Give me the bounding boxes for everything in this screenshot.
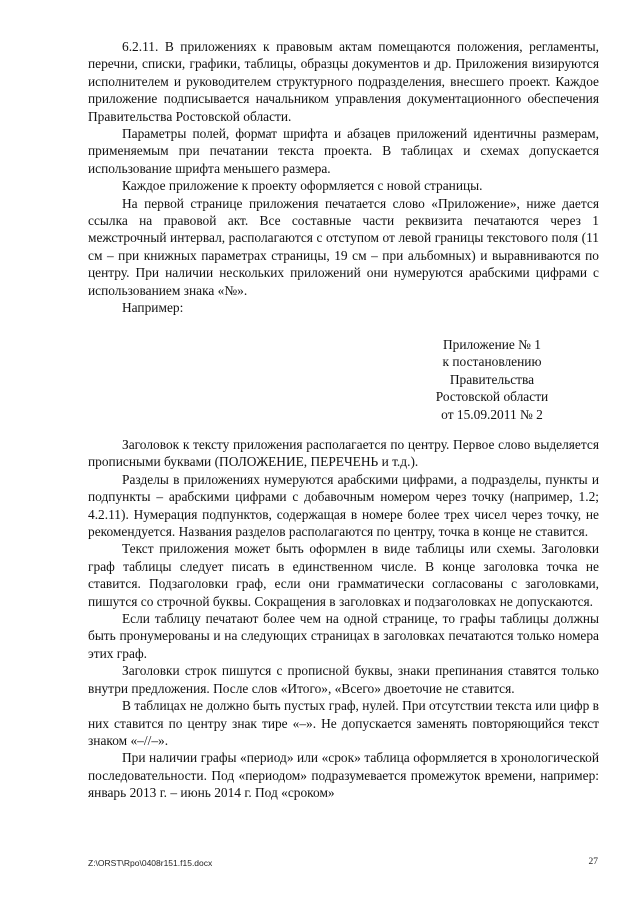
attachment-line: Правительства xyxy=(449,371,535,387)
paragraph: Если таблицу печатают более чем на одной странице, то графы таблицы должны быть пронумерованы и на следующих страницах в заголовках печатаются только номера этих граф. xyxy=(88,611,599,661)
paragraph: 6.2.11. В приложениях к правовым актам помещаются положения, регламенты, перечни, списки, графики, таблицы, образцы документов и др. Приложения визируются исполнителем и руководителем структурного подразделения, внесшего проект. Каждое приложение подписывается начальником управления документационного обеспечения Правительства Ростовской области. xyxy=(88,39,599,124)
footer-file-path: Z:\ORST\Rpo\0408r151.f15.docx xyxy=(88,858,213,868)
paragraph: Заголовки строк пишутся с прописной буквы, знаки препинания ставятся только внутри предложения. После слов «Итого», «Всего» двоеточие не ставится. xyxy=(88,663,599,696)
paragraph: Текст приложения может быть оформлен в виде таблицы или схемы. Заголовки граф таблицы следует писать в единственном числе. В конце заголовка точка не ставится. Подзаголовки граф, если они грамматически согласованы с заголовками, пишутся со строчной буквы. Сокращения в заголовках и подзаголовках не допускаются. xyxy=(88,541,599,609)
paragraph: Параметры полей, формат шрифта и абзацев приложений идентичны размерам, применяемым при печатании текста проекта. В таблицах и схемах допускается использование шрифта меньшего размера. xyxy=(88,126,599,176)
attachment-line: от 15.09.2011 № 2 xyxy=(441,406,543,422)
page-number: 27 xyxy=(588,857,598,867)
paragraph: В таблицах не должно быть пустых граф, нулей. При отсутствии текста или цифр в них ставится по центру знак тире «–». Не допускается заменять повторяющийся текст знаком «–//–». xyxy=(88,698,599,748)
paragraph: На первой странице приложения печатается слово «Приложение», ниже дается ссылка на правовой акт. Все составные части реквизита печатаются через 1 межстрочный интервал, располагаются с отступом от левой границы текстового поля (11 см – при книжных параметрах страницы, 19 см – при альбомных) и выравниваются по центру. При наличии нескольких приложений они нумеруются арабскими цифрами с использованием знака «№». xyxy=(88,195,599,298)
paragraph: Заголовок к тексту приложения располагается по центру. Первое слово выделяется прописными буквами (ПОЛОЖЕНИЕ, ПЕРЕЧЕНЬ и т.д.). xyxy=(88,437,599,470)
document-body-bottom xyxy=(88,436,599,802)
paragraph: Каждое приложение к проекту оформляется с новой страницы. xyxy=(122,178,483,194)
paragraph: При наличии графы «период» или «срок» таблица оформляется в хронологической последовательности. Под «периодом» подразумевается промежуток времени, например: январь 2013 г. – июнь 2014 г. Под «сроком» xyxy=(88,750,599,801)
example-label: Например: xyxy=(122,300,184,316)
document-body-top xyxy=(88,38,599,317)
attachment-example-block xyxy=(402,336,582,423)
attachment-line: Ростовской области xyxy=(435,389,549,405)
attachment-line: Приложение № 1 xyxy=(442,337,542,352)
paragraph: Разделы в приложениях нумеруются арабскими цифрами, а подразделы, пункты и подпункты – арабскими цифрами с добавочным номером через точку (например, 1.2; 4.2.11). Нумерация подпунктов, содержащая в номере более трех чисел через точку, не рекомендуется. Названия разделов располагаются по центру, точка в конце не ставится. xyxy=(88,471,599,540)
attachment-line: к постановлению xyxy=(442,354,542,370)
